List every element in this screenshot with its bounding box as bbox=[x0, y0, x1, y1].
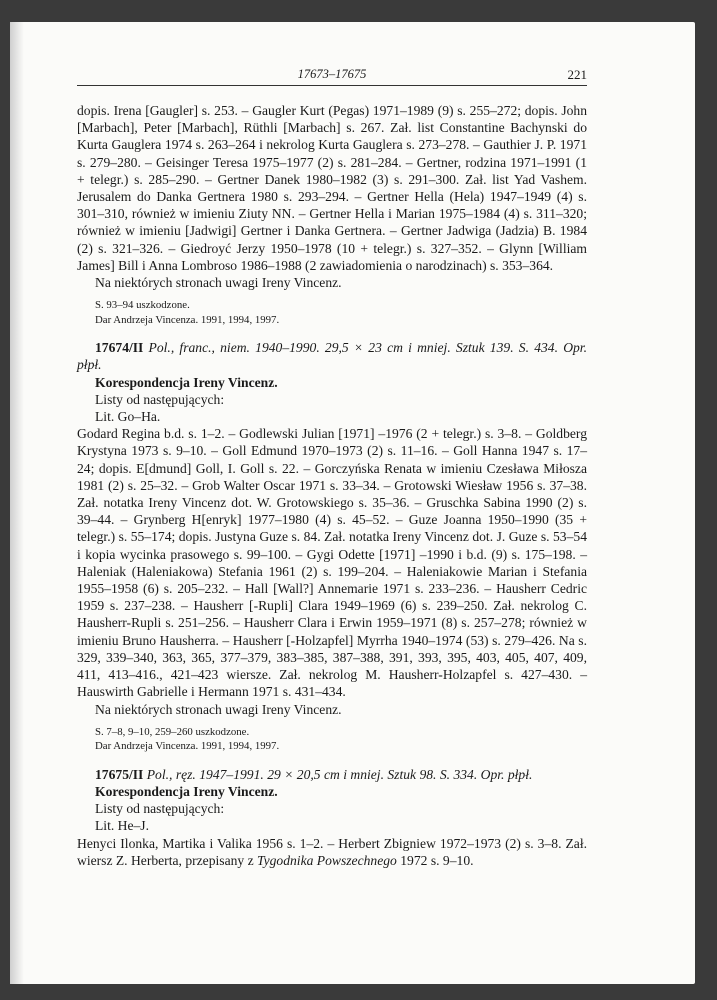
entry-17675-range: Lit. He–J. bbox=[95, 818, 149, 834]
entry-17675-title: Korespondencja Ireny Vincenz. bbox=[95, 783, 278, 799]
entry-17674-title: Korespondencja Ireny Vincenz. bbox=[95, 374, 278, 390]
entry-17674-body: Godard Regina b.d. s. 1–2. – Godlewski Julian [1971] –1976 (2 + telegr.) s. 3–8. – Goldberg Krystyna 1973 s. 9–10. – Goll Edmund 1970–1973 (2) s. 11–16. – Goll Hanna 1947 s. 17–24; dopis. E[dmund] Goll, I. Goll s. 22. – Gorczyńska Renata w imieniu Czesława Miłosza 1981 (2) s. 25–32. – Grob Walter Oscar 1971 s. 33–34. – Grotowski Wiesław 1956 s. 37–38. Zał. notatka Ireny Vincenz dot. W. Grotowskiego s. 35–36. – Gruschka Sabina 1990 (2) s. 39–44. – Grynberg H[enryk] 1977–1980 (4) s. 45–52. – Guze Joanna 1950–1990 (35 + telegr.) s. 55–174; dopis. Justyna Guze s. 84. Zał. notatka Ireny Vincenz dot. J. Guze s. 53–54 i kopia wycinka prasowego s. 99–100. – Gygi Odette [1971] –1990 i b.d. (9) s. 175–198. – Haleniak (Haleniakowa) Stefania 1961 (2) s. 199–204. – Haleniakowie Marian i Stefania 1955–1958 (6) s. 205–232. – Hall [Wall?] Annemarie 1971 s. 233–236. – Hausherr Cedric 1959 s. 237–238. – Hausherr [-Rupli] Clara 1949–1969 (6) s. 239–250. Zał. nekrolog C. Hausherr-Rupli s. 251–256. – Hausherr Clara i Erwin 1959–1971 (8) s. 257–278; również w imieniu Bruno Hausherra. – Hausherr [-Holzapfel] Myrrha 1940–1974 (53) s. 279–426. Na s. 329, 339–340, 363, 365, 377–379, 383–385, 387–388, 391, 393, 395, 403, 405, 407, 409, 411, 413–416., 421–423 wiersze. Zał. nekrolog M. Hausherr-Holzapfel s. 427–430. – Hauswirth Gabrielle i Hermann 1971 s. 431–434. bbox=[77, 426, 587, 700]
entry-17673-note-damage: S. 93–94 uszkodzone. bbox=[95, 299, 190, 312]
entry-17674-note-provenance: Dar Andrzeja Vincenza. 1991, 1994, 1997. bbox=[95, 740, 280, 753]
entry-17675-description: Pol., ręz. 1947–1991. 29 × 20,5 cm i mniej. Sztuk 98. S. 334. Opr. płpł. bbox=[146, 766, 533, 782]
entry-17673-note-provenance: Dar Andrzeja Vincenza. 1991, 1994, 1997. bbox=[95, 313, 280, 326]
entry-17673-continuation: dopis. Irena [Gaugler] s. 253. – Gaugler Kurt (Pegas) 1971–1989 (9) s. 255–272; dopis. John [Marbach], Peter [Marbach], Rüthli [Marbach] s. 267. Zał. list Constantine Bachynski do Kurta Gauglera 1974 s. 263–264 i nekrolog Kurta Gauglera s. 273–278. – Gauthier J. P. 1971 s. 279–280. – Geisinger Teresa 1975–1977 (2) s. 281–284. – Gertner, rodzina 1971–1991 (1 + telegr.) s. 285–290. – Gertner Danek 1980–1982 (3) s. 291–300. Zał. list Yad Vashem. Jerusalem do Danka Gertnera 1980 s. 293–294. – Gertner Hella (Hela) 1947–1949 (4) s. 301–310, również w imieniu Ziuty NN. – Gertner Hella i Marian 1975–1984 (4) s. 311–320; również w imieniu [Jadwigi] Gertner i Danka Gertnera. – Gertner Jadwiga (Jadzia) B. 1984 (2) s. 321–326. – Giedroyć Jerzy 1950–1978 (10 + telegr.) s. 327–352. – Glynn [William James] Bill i Anna Lombroso 1986–1988 (2 zawiadomienia o narodzinach) s. 353–364. bbox=[77, 103, 587, 273]
entry-17673-remark: Na niektórych stronach uwagi Ireny Vincenz. bbox=[95, 275, 342, 291]
document-page bbox=[10, 22, 695, 984]
page-header bbox=[77, 67, 587, 86]
entry-17673-notes bbox=[77, 298, 587, 327]
entry-17674-notes bbox=[77, 725, 587, 754]
entry-17675-body-start: Henyci Ilonka, Martika i Valika 1956 s. 1–2. – Herbert Zbigniew 1972–1973 (2) s. 3–8. Zał. wiersz Z. Herberta, przepisany z bbox=[77, 835, 587, 868]
entry-17675-body bbox=[77, 835, 587, 869]
entry-17674-heading bbox=[77, 339, 587, 373]
entry-17675-letters-from: Listy od następujących: bbox=[95, 801, 225, 817]
entry-17674-note-damage: S. 7–8, 9–10, 259–260 uszkodzone. bbox=[95, 725, 250, 738]
page-number: 221 bbox=[567, 67, 587, 82]
entry-17674-range: Lit. Go–Ha. bbox=[95, 409, 161, 425]
entry-17675-heading bbox=[77, 766, 587, 783]
entry-17674-remark: Na niektórych stronach uwagi Ireny Vincenz. bbox=[95, 701, 342, 717]
entry-17675-body-end: 1972 s. 9–10. bbox=[396, 852, 474, 868]
entry-17674-description: Pol., franc., niem. 1940–1990. 29,5 × 23 cm i mniej. Sztuk 139. S. 434. Opr. płpł. bbox=[77, 340, 587, 373]
page-content bbox=[77, 102, 587, 869]
running-title: 17673–17675 bbox=[297, 67, 367, 81]
entry-17675-id: 17675/II bbox=[95, 766, 144, 782]
entry-17674-letters-from: Listy od następujących: bbox=[95, 391, 225, 407]
entry-17675-journal-title: Tygodnika Powszechnego bbox=[257, 852, 397, 868]
entry-17674-id: 17674/II bbox=[95, 340, 144, 356]
page-edge-shadow bbox=[10, 22, 24, 984]
